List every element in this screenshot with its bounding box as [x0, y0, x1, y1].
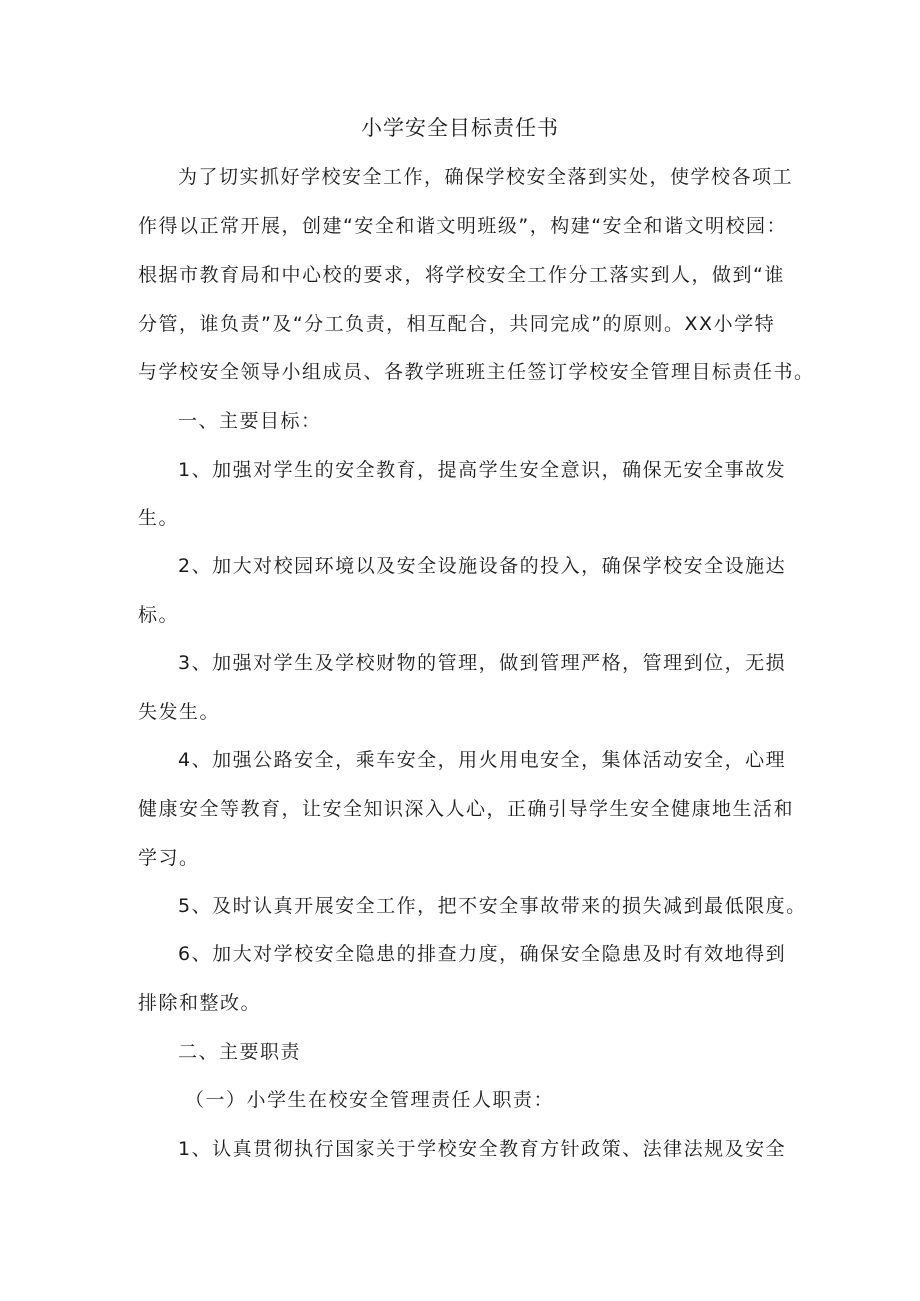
- section-heading-duties: 二、主要职责: [178, 1041, 302, 1063]
- goal-3-line-2: 失发生。: [138, 701, 221, 723]
- subsection-heading-duty-1: （一）小学生在校安全管理责任人职责：: [185, 1089, 555, 1111]
- paragraph-intro-line-1: 为了切实抓好学校安全工作，确保学校安全落到实处，使学校各项工: [178, 166, 794, 188]
- paragraph-intro-line-3: 根据市教育局和中心校的要求，将学校安全工作分工落实到人，做到“谁: [138, 264, 785, 286]
- goal-4-line-1: 4、加强公路安全，乘车安全，用火用电安全，集体活动安全，心理: [178, 749, 787, 771]
- goal-3-line-1: 3、加强对学生及学校财物的管理，做到管理严格，管理到位，无损: [178, 652, 787, 674]
- goal-2-line-1: 2、加大对校园环境以及安全设施设备的投入，确保学校安全设施达: [178, 555, 787, 577]
- goal-2-line-2: 标。: [138, 604, 180, 626]
- goal-5-line-1: 5、及时认真开展安全工作，把不安全事故带来的损失减到最低限度。: [178, 895, 807, 917]
- paragraph-intro-line-4: 分管，谁负责”及“分工负责，相互配合，共同完成”的原则。XX小学特: [138, 313, 776, 335]
- section-heading-goals: 一、主要目标：: [178, 410, 322, 432]
- duty-1-line-1: 1、认真贯彻执行国家关于学校安全教育方针政策、法律法规及安全: [178, 1138, 787, 1160]
- goal-6-line-1: 6、加大对学校安全隐患的排查力度，确保安全隐患及时有效地得到: [178, 943, 787, 965]
- goal-4-line-2: 健康安全等教育，让安全知识深入人心，正确引导学生安全健康地生活和: [138, 798, 795, 820]
- paragraph-intro-line-2: 作得以正常开展，创建“安全和谐文明班级”，构建“安全和谐文明校园：: [138, 215, 788, 237]
- goal-1-line-2: 生。: [138, 507, 180, 529]
- document-title: 小学安全目标责任书: [361, 116, 559, 140]
- paragraph-intro-line-5: 与学校安全领导小组成员、各教学班班主任签订学校安全管理目标责任书。: [138, 361, 815, 383]
- goal-6-line-2: 排除和整改。: [138, 992, 262, 1014]
- goal-4-line-3: 学习。: [138, 847, 200, 869]
- goal-1-line-1: 1、加强对学生的安全教育，提高学生安全意识，确保无安全事故发: [178, 459, 787, 481]
